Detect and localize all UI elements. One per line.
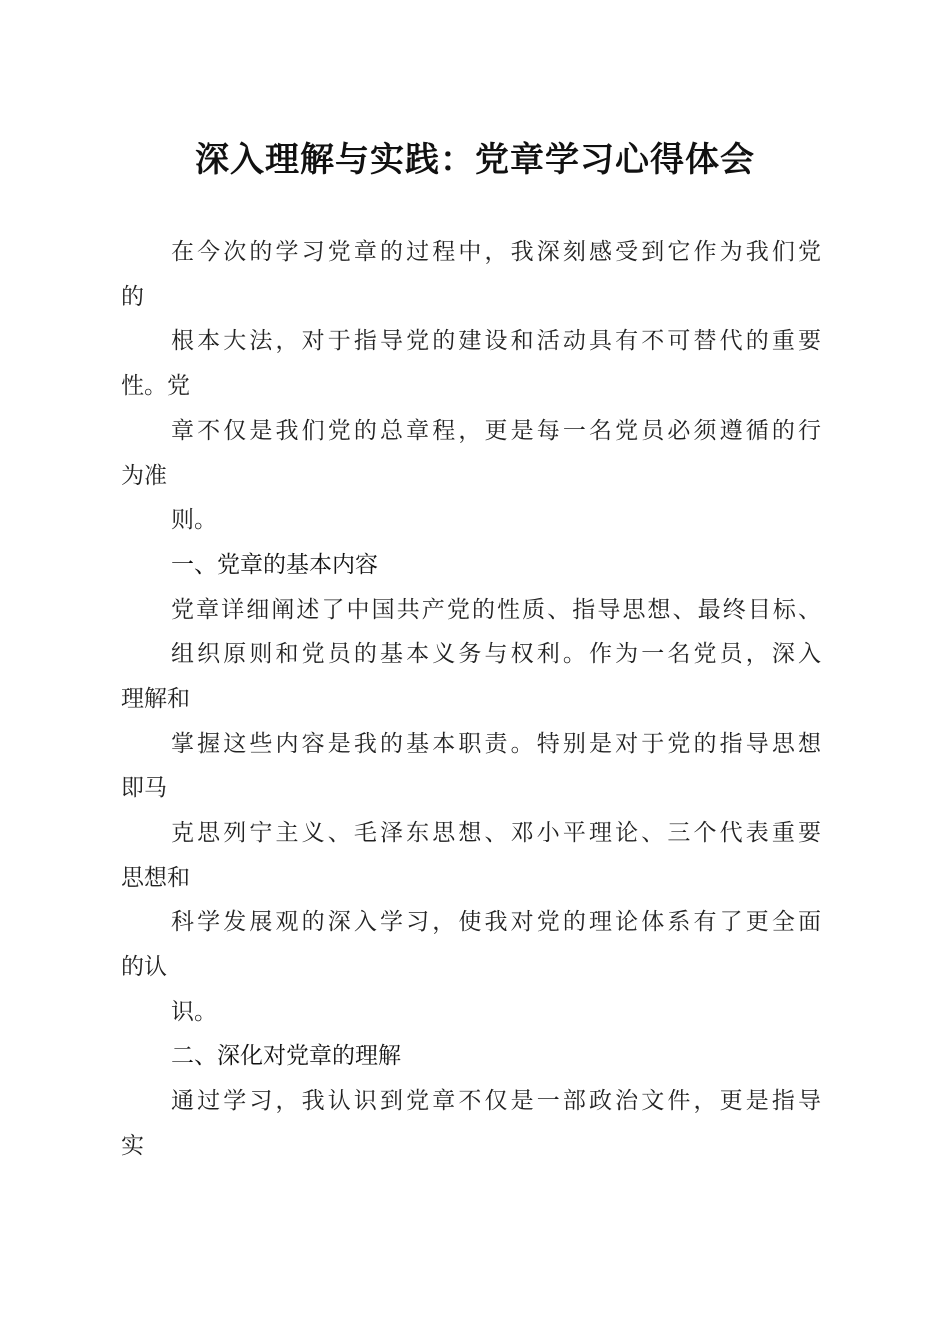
paragraph-line: 性。党 (121, 373, 190, 399)
paragraph-line: 为准 (121, 463, 167, 489)
paragraph-line: 的 (121, 284, 144, 310)
paragraph-line: 组织原则和党员的基本义务与权利。作为一名党员，深入 (171, 641, 821, 667)
paragraph-line: 理解和 (121, 686, 190, 712)
paragraph-line: 实 (121, 1133, 144, 1159)
section-heading: 一、党章的基本内容 (171, 552, 378, 578)
paragraph-line: 的认 (121, 954, 167, 980)
paragraph-line: 克思列宁主义、毛泽东思想、邓小平理论、三个代表重要 (171, 820, 821, 846)
paragraph-line: 通过学习，我认识到党章不仅是一部政治文件，更是指导 (171, 1088, 821, 1114)
paragraph-line: 识。 (171, 999, 217, 1025)
paragraph-line: 党章详细阐述了中国共产党的性质、指导思想、最终目标、 (171, 597, 821, 623)
paragraph-line: 则。 (171, 507, 217, 533)
paragraph-line: 即马 (121, 775, 167, 801)
paragraph-line: 思想和 (121, 865, 190, 891)
document-title: 深入理解与实践：党章学习心得体会 (195, 140, 755, 180)
section-heading: 二、深化对党章的理解 (171, 1043, 401, 1069)
paragraph-line: 章不仅是我们党的总章程，更是每一名党员必须遵循的行 (171, 418, 821, 444)
paragraph-line: 在今次的学习党章的过程中，我深刻感受到它作为我们党 (171, 239, 821, 265)
paragraph-line: 根本大法，对于指导党的建设和活动具有不可替代的重要 (171, 328, 821, 354)
paragraph-line: 掌握这些内容是我的基本职责。特别是对于党的指导思想 (171, 731, 821, 757)
paragraph-line: 科学发展观的深入学习，使我对党的理论体系有了更全面 (171, 909, 821, 935)
